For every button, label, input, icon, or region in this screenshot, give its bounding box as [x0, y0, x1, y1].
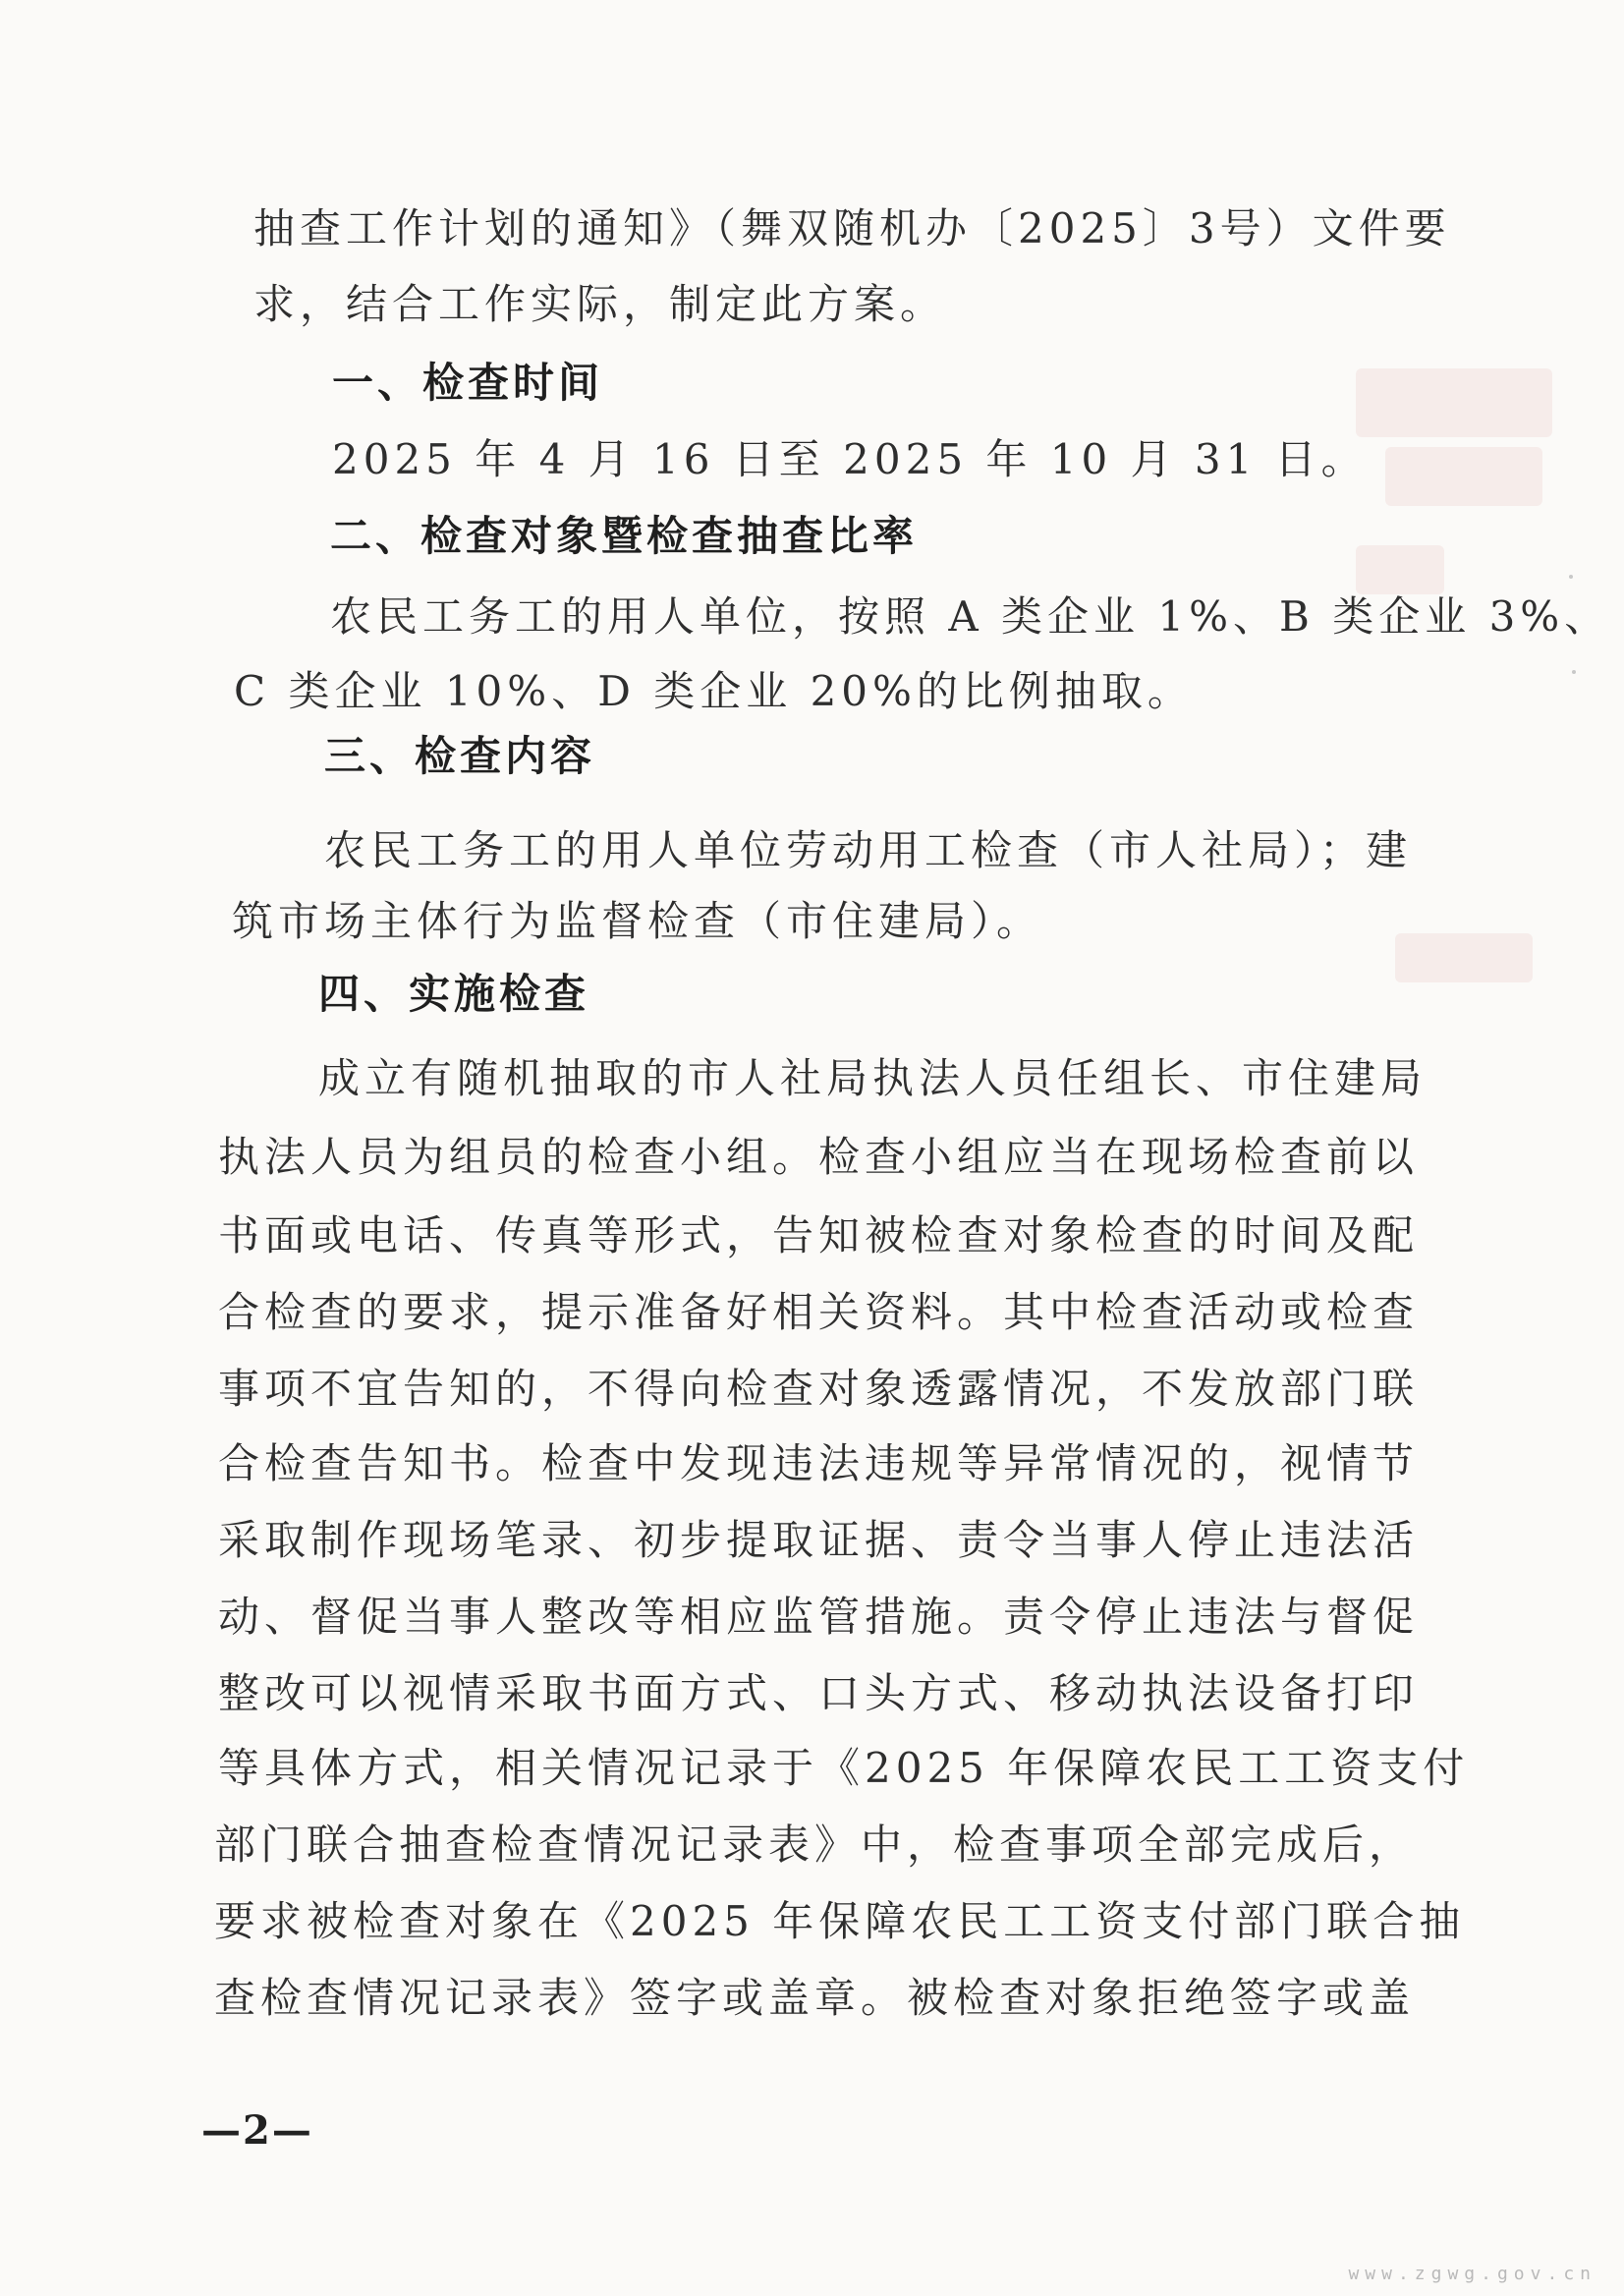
scan-speck [1569, 575, 1573, 579]
scan-speck [1572, 670, 1576, 674]
body-line: 执法人员为组员的检查小组。检查小组应当在现场检查前以 [218, 1133, 1420, 1181]
page-number: —2— [201, 2107, 313, 2154]
body-line: 动、督促当事人整改等相应监管措施。责令停止违法与督促 [218, 1593, 1420, 1641]
body-line: 要求被检查对象在《2025 年保障农民工工资支付部门联合抽 [214, 1897, 1466, 1945]
body-line: 求，结合工作实际，制定此方案。 [253, 280, 947, 328]
body-line: 采取制作现场笔录、初步提取证据、责令当事人停止违法活 [218, 1516, 1420, 1564]
section-heading: 一、检查时间 [332, 359, 604, 407]
body-line: 2025 年 4 月 16 日至 2025 年 10 月 31 日。 [332, 435, 1368, 483]
body-line: 合检查的要求，提示准备好相关资料。其中检查活动或检查 [218, 1288, 1420, 1336]
bleed-through-mark [1395, 933, 1533, 982]
body-line: 筑市场主体行为监督检查（市住建局）。 [232, 897, 1043, 945]
body-line: 整改可以视情采取书面方式、口头方式、移动执法设备打印 [218, 1669, 1420, 1717]
section-heading: 四、实施检查 [318, 970, 590, 1018]
body-line: C 类企业 10%、D 类企业 20%的比例抽取。 [234, 667, 1194, 715]
body-line: 抽查工作计划的通知》（舞双随机办〔2025〕3号）文件要 [253, 204, 1451, 252]
body-line: 查检查情况记录表》签字或盖章。被检查对象拒绝签字或盖 [214, 1974, 1416, 2022]
body-line: 书面或电话、传真等形式，告知被检查对象检查的时间及配 [218, 1211, 1420, 1260]
section-heading: 三、检查内容 [324, 732, 596, 780]
site-watermark: www.zgwg.gov.cn [1348, 2264, 1596, 2284]
body-line: 成立有随机抽取的市人社局执法人员任组长、市住建局 [318, 1054, 1428, 1102]
body-line: 合检查告知书。检查中发现违法违规等异常情况的，视情节 [218, 1439, 1420, 1487]
body-line: 事项不宜告知的，不得向检查对象透露情况，不发放部门联 [218, 1365, 1420, 1413]
bleed-through-mark [1356, 545, 1444, 594]
bleed-through-mark [1385, 447, 1542, 506]
section-heading: 二、检查对象暨检查抽查比率 [330, 512, 919, 560]
body-line: 等具体方式，相关情况记录于《2025 年保障农民工工资支付 [218, 1744, 1470, 1792]
bleed-through-mark [1356, 368, 1552, 437]
body-line: 农民工务工的用人单位劳动用工检查（市人社局）；建 [324, 826, 1413, 874]
body-line: 农民工务工的用人单位，按照 A 类企业 1%、B 类企业 3%、 [330, 592, 1611, 641]
body-line: 部门联合抽查检查情况记录表》中，检查事项全部完成后， [214, 1820, 1416, 1869]
